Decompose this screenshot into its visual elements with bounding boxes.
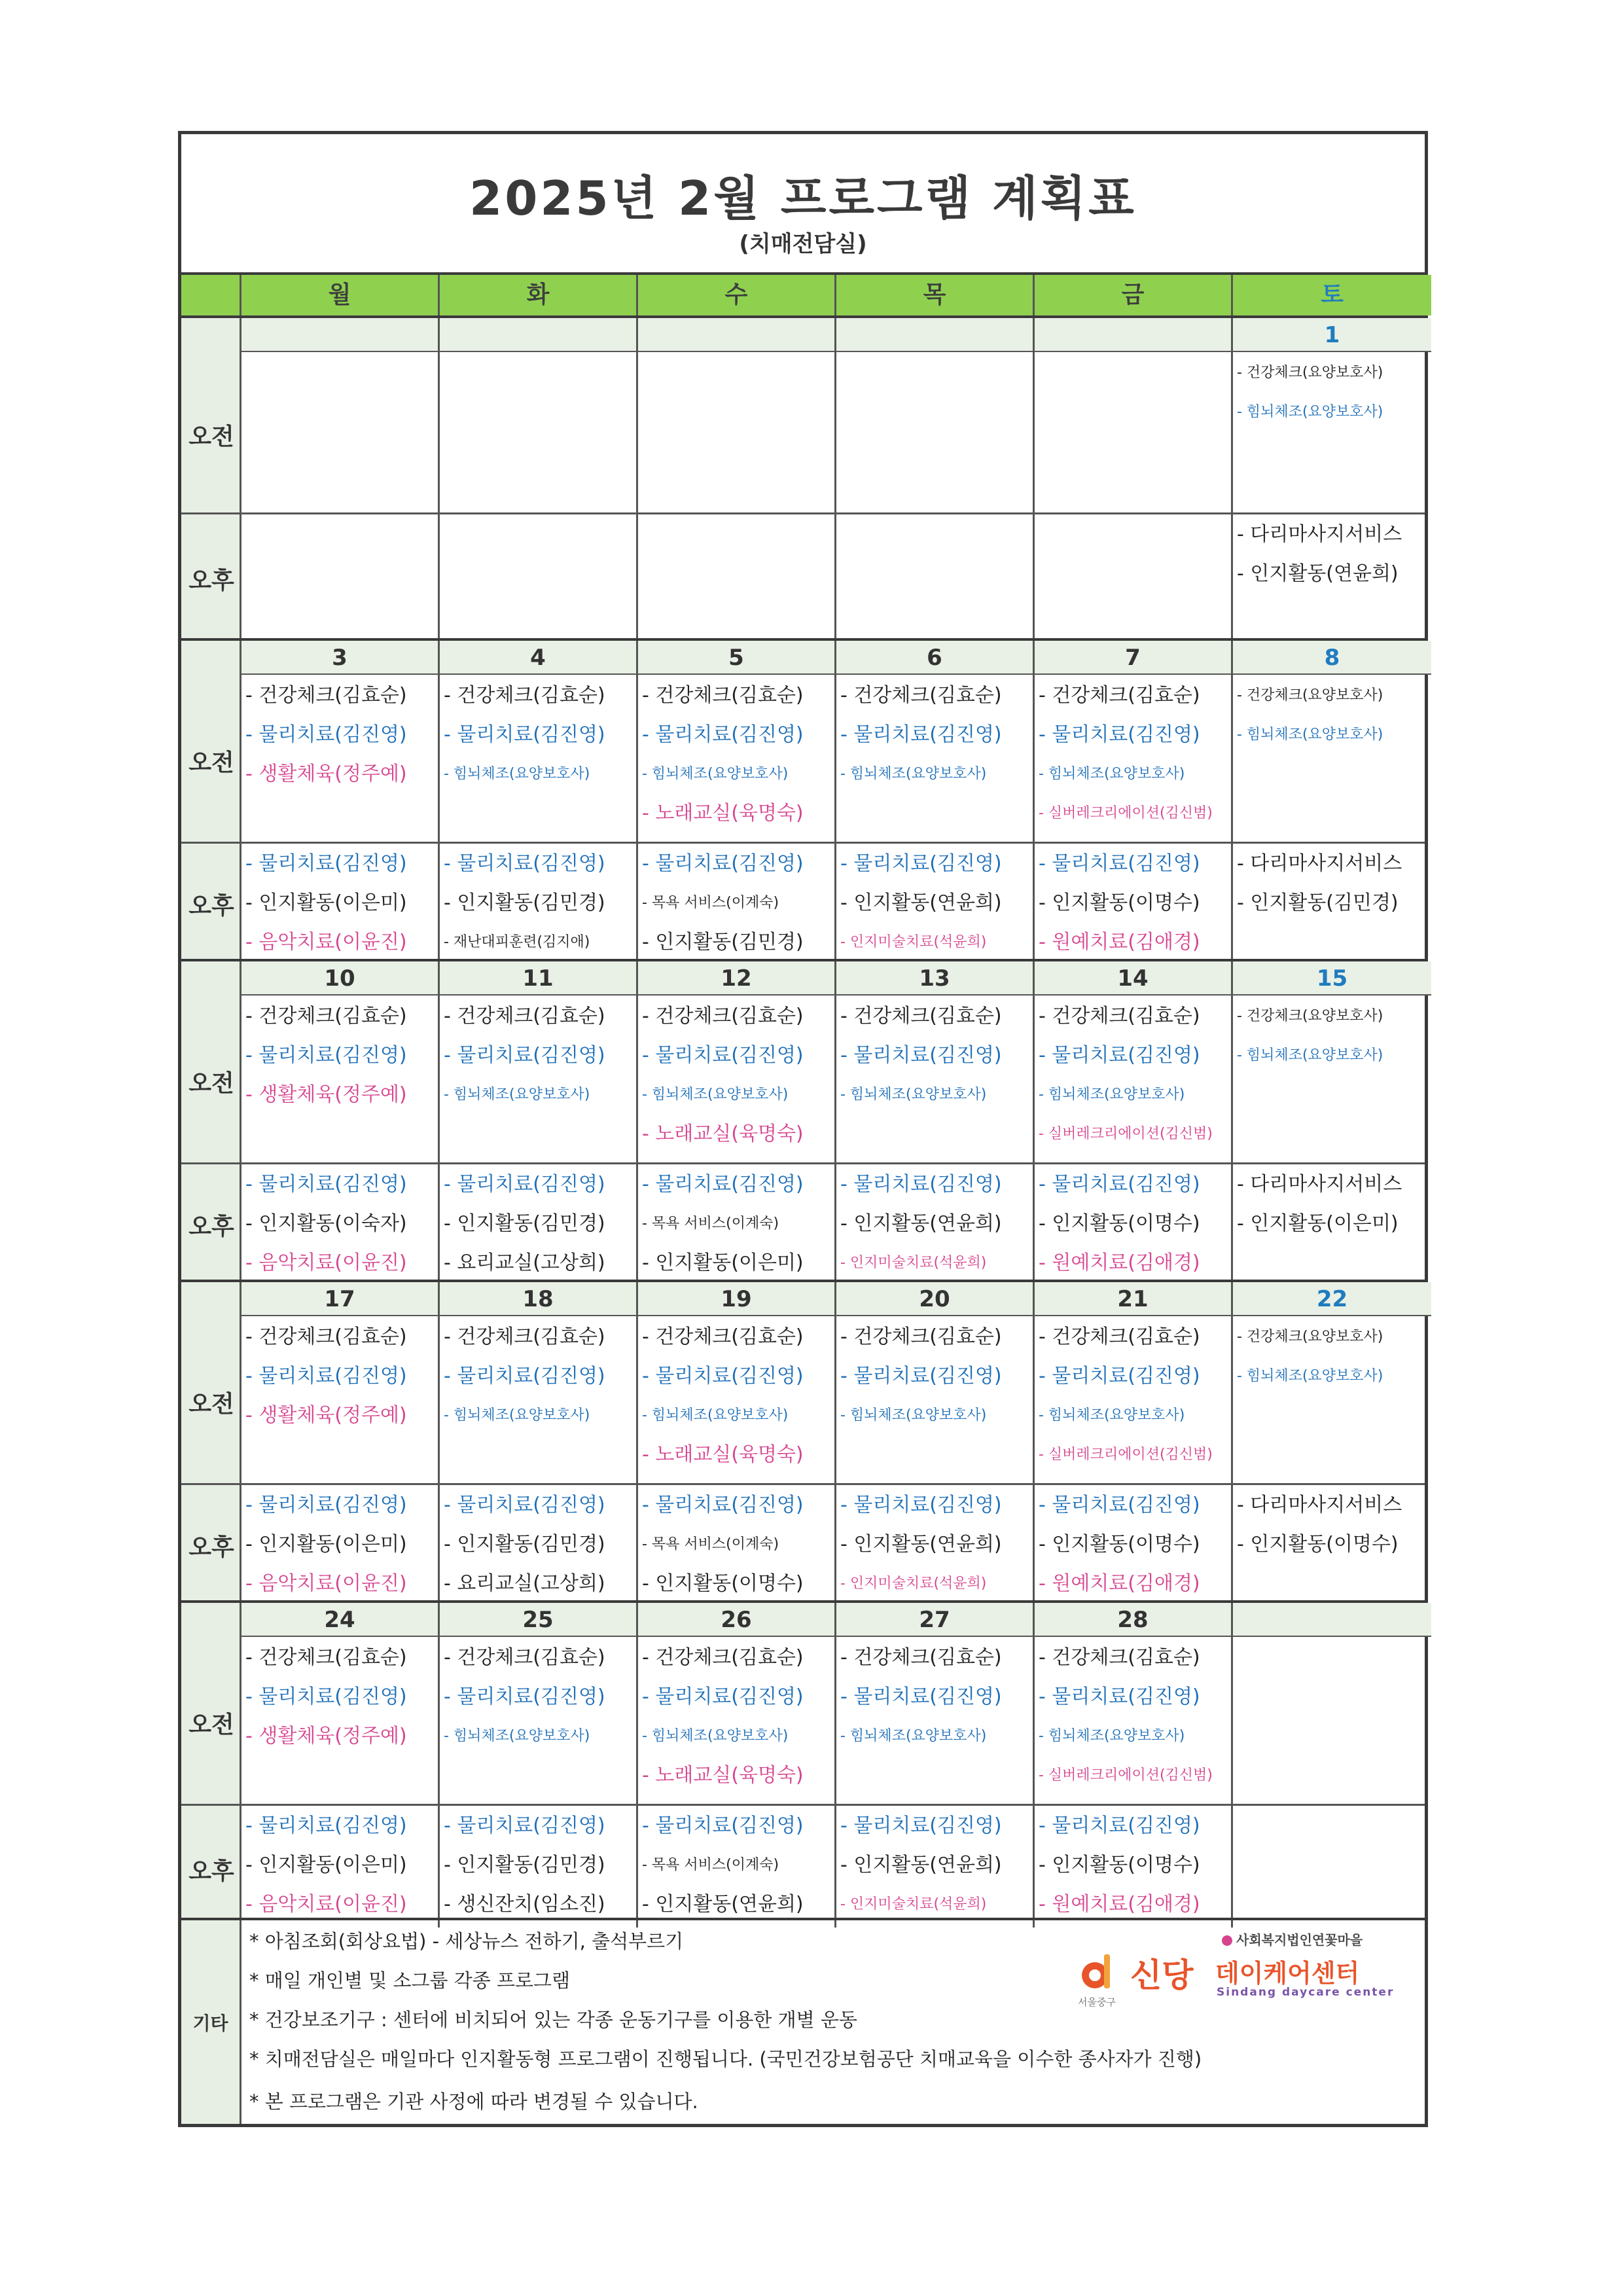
program-item: - 다리마사지서비스 [1237, 1494, 1402, 1516]
program-item: - 인지활동(이은미) [245, 1854, 407, 1876]
schedule-sheet [178, 131, 1428, 2127]
pm-cell-sat [1233, 515, 1431, 594]
program-item: - 물리치료(김진영) [444, 1814, 605, 1837]
pm-cell-thu [836, 1165, 1035, 1283]
program-item: - 물리치료(김진영) [840, 1494, 1002, 1516]
date-cell-tue [440, 318, 638, 352]
am-cell-tue [440, 676, 638, 794]
program-item: - 힘뇌체조(요양보호사) [840, 1086, 987, 1103]
program-item: - 음악치료(이윤진) [245, 1251, 407, 1274]
program-item: - 건강체크(김효순) [642, 1325, 804, 1348]
weekday-header-wed: 수 [638, 275, 836, 315]
program-item: - 건강체크(김효순) [1039, 684, 1200, 707]
title-box [181, 134, 1425, 275]
program-item: - 목욕 서비스(이계숙) [642, 895, 779, 911]
pm-cell-fri [1035, 1486, 1233, 1604]
program-item: - 힘뇌체조(요양보호사) [840, 1407, 987, 1424]
program-item: - 물리치료(김진영) [1039, 1365, 1200, 1388]
program-item: - 실버레크리에이션(김신범) [1039, 1126, 1213, 1142]
program-item: - 음악치료(이윤진) [245, 1572, 407, 1595]
program-item: - 인지활동(이명수) [642, 1572, 804, 1595]
date-cell-wed [638, 318, 836, 352]
logo-region: 서울중구 [1078, 1996, 1116, 2008]
am-cell-thu [836, 1638, 1035, 1756]
program-item: - 요리교실(고상희) [444, 1572, 605, 1595]
weekday-header-row [181, 275, 1425, 315]
am-label: 오전 [188, 1069, 234, 1097]
program-item: - 물리치료(김진영) [444, 723, 605, 746]
program-item: - 인지활동(이명수) [1039, 1533, 1200, 1556]
program-item: - 노래교실(육명숙) [642, 802, 804, 825]
pm-cell-wed [638, 1806, 836, 1924]
program-item: - 목욕 서비스(이계숙) [642, 1857, 779, 1873]
am-cell-mon [241, 1318, 440, 1435]
logo-org-text: 사회복지법인연꽃마을 [1236, 1932, 1363, 1948]
program-item: - 물리치료(김진영) [444, 1685, 605, 1708]
date-cell-thu: 13 [836, 961, 1035, 996]
program-item: - 힘뇌체조(요양보호사) [840, 766, 987, 782]
logo-org-name [1222, 1929, 1363, 1948]
date-cell-mon: 3 [241, 641, 440, 675]
program-item: - 건강체크(김효순) [840, 1325, 1002, 1348]
pm-cell-wed [638, 1486, 836, 1604]
program-item: - 인지활동(김민경) [1237, 891, 1399, 914]
program-item: - 인지활동(연윤희) [840, 1533, 1002, 1556]
program-item: - 물리치료(김진영) [642, 1173, 804, 1196]
weekday-header-fri: 금 [1035, 275, 1233, 315]
week-row [181, 315, 1425, 638]
column-divider [834, 352, 836, 638]
program-item: - 실버레크리에이션(김신범) [1039, 1767, 1213, 1784]
am-cell-mon [241, 1638, 440, 1756]
program-item: - 물리치료(김진영) [1039, 1814, 1200, 1837]
date-cell-wed: 12 [638, 961, 836, 996]
pm-cell-tue [440, 1486, 638, 1604]
week-row [181, 638, 1425, 959]
program-item: - 인지활동(연윤희) [840, 1854, 1002, 1876]
date-cell-wed: 19 [638, 1282, 836, 1316]
logo-english-name: Sindang daycare center [1217, 1986, 1395, 1999]
program-item: - 물리치료(김진영) [840, 1814, 1002, 1837]
program-item: - 재난대피훈련(김지애) [444, 934, 590, 950]
program-item: - 물리치료(김진영) [642, 852, 804, 875]
am-pm-divider [181, 842, 1425, 844]
am-label: 오전 [188, 423, 234, 450]
program-item: - 인지활동(이명수) [1237, 1533, 1399, 1556]
date-cell-tue: 11 [440, 961, 638, 996]
note-item: * 매일 개인별 및 소그룹 각종 프로그램 [249, 1969, 571, 1992]
note-item: * 건강보조기구 : 센터에 비치되어 있는 각종 운동기구를 이용한 개별 운동 [249, 2009, 857, 2031]
program-item: - 인지활동(김민경) [444, 891, 605, 914]
pm-cell-thu [836, 1486, 1035, 1604]
am-label: 오전 [188, 1711, 234, 1738]
program-item: - 다리마사지서비스 [1237, 1173, 1402, 1196]
program-item: - 인지활동(이은미) [245, 891, 407, 914]
am-cell-sat [1233, 1318, 1431, 1396]
program-item: - 인지미술치료(석윤희) [840, 1896, 987, 1912]
pm-cell-wed [638, 844, 836, 962]
program-item: - 물리치료(김진영) [840, 1365, 1002, 1388]
program-item: - 인지활동(김민경) [444, 1212, 605, 1235]
program-item: - 물리치료(김진영) [840, 1044, 1002, 1067]
program-item: - 힘뇌체조(요양보호사) [642, 766, 789, 782]
program-item: - 건강체크(요양보호사) [1237, 1329, 1383, 1345]
am-cell-thu [836, 676, 1035, 794]
am-cell-fri [1035, 1638, 1233, 1795]
column-divider [636, 352, 638, 638]
notes-section [181, 1918, 1425, 2124]
column-divider [438, 352, 440, 638]
program-item: - 건강체크(김효순) [444, 684, 605, 707]
program-item: - 인지미술치료(석윤희) [840, 1255, 987, 1271]
program-item: - 물리치료(김진영) [444, 1494, 605, 1516]
program-item: - 건강체크(김효순) [1039, 1005, 1200, 1028]
date-cell-fri [1035, 318, 1233, 352]
program-item: - 물리치료(김진영) [840, 852, 1002, 875]
program-item: - 생신잔치(임소진) [444, 1893, 605, 1916]
header-corner [181, 275, 241, 315]
date-cell-mon: 17 [241, 1282, 440, 1316]
date-cell-tue: 25 [440, 1603, 638, 1637]
program-item: - 물리치료(김진영) [444, 1173, 605, 1196]
program-item: - 건강체크(김효순) [1039, 1325, 1200, 1348]
program-item: - 생활체육(정주예) [245, 1083, 407, 1106]
am-pm-divider [181, 1804, 1425, 1806]
date-cell-fri: 7 [1035, 641, 1233, 675]
program-item: - 원예치료(김애경) [1039, 931, 1200, 954]
program-item: - 힘뇌체조(요양보호사) [1237, 404, 1383, 420]
pm-cell-mon [241, 844, 440, 962]
pm-label: 오후 [188, 1857, 234, 1885]
am-cell-tue [440, 997, 638, 1115]
program-item: - 물리치료(김진영) [245, 1173, 407, 1196]
program-item: - 건강체크(김효순) [245, 1646, 407, 1669]
weekday-header-mon: 월 [241, 275, 440, 315]
am-label: 오전 [188, 749, 234, 776]
pm-cell-thu [836, 844, 1035, 962]
program-item: - 물리치료(김진영) [840, 723, 1002, 746]
am-label: 오전 [188, 1390, 234, 1418]
program-item: - 물리치료(김진영) [245, 1685, 407, 1708]
am-pm-divider [181, 512, 1425, 514]
weekday-header-thu: 목 [836, 275, 1035, 315]
program-item: - 건강체크(김효순) [444, 1005, 605, 1028]
pm-cell-tue [440, 1165, 638, 1283]
center-logo [1065, 1929, 1418, 2008]
pm-cell-mon [241, 1165, 440, 1283]
program-item: - 건강체크(김효순) [444, 1325, 605, 1348]
pm-cell-tue [440, 844, 638, 962]
program-item: - 인지활동(연윤희) [1237, 562, 1399, 585]
note-item: * 치매전담실은 매일마다 인지활동형 프로그램이 진행됩니다. (국민건강보험공단 치매교육을 이수한 종사자가 진행) [249, 2048, 1202, 2070]
program-item: - 건강체크(김효순) [245, 684, 407, 707]
program-item: - 힘뇌체조(요양보호사) [444, 766, 590, 782]
program-item: - 건강체크(김효순) [840, 1646, 1002, 1669]
program-item: - 힘뇌체조(요양보호사) [1237, 1047, 1383, 1064]
program-item: - 힘뇌체조(요양보호사) [642, 1407, 789, 1424]
notes-label: 기타 [181, 1920, 241, 2124]
am-cell-mon [241, 676, 440, 794]
program-item: - 생활체육(정주예) [245, 1725, 407, 1748]
program-item: - 물리치료(김진영) [1039, 1685, 1200, 1708]
program-item: - 힘뇌체조(요양보호사) [1039, 1728, 1185, 1744]
program-item: - 물리치료(김진영) [642, 1814, 804, 1837]
program-item: - 건강체크(김효순) [642, 1646, 804, 1669]
week-row [181, 1280, 1425, 1600]
am-cell-fri [1035, 676, 1233, 833]
week-row [181, 1600, 1425, 1928]
program-item: - 인지활동(연윤희) [642, 1893, 804, 1916]
am-cell-thu [836, 1318, 1035, 1435]
pm-label: 오후 [188, 892, 234, 920]
am-cell-thu [836, 997, 1035, 1115]
program-item: - 물리치료(김진영) [1039, 1044, 1200, 1067]
am-pm-divider [181, 1162, 1425, 1164]
program-item: - 인지활동(이명수) [1039, 891, 1200, 914]
pm-label: 오후 [188, 1534, 234, 1561]
program-item: - 힘뇌체조(요양보호사) [1237, 726, 1383, 743]
pm-cell-fri [1035, 844, 1233, 962]
am-cell-fri [1035, 1318, 1233, 1475]
program-item: - 물리치료(김진영) [1039, 852, 1200, 875]
program-item: - 물리치료(김진영) [245, 852, 407, 875]
program-item: - 인지활동(이은미) [1237, 1212, 1399, 1235]
program-item: - 물리치료(김진영) [444, 1365, 605, 1388]
pm-cell-tue [440, 1806, 638, 1924]
date-cell-thu [836, 318, 1035, 352]
program-item: - 물리치료(김진영) [245, 1365, 407, 1388]
program-item: - 인지활동(연윤희) [840, 1212, 1002, 1235]
pm-cell-sat [1233, 1486, 1431, 1564]
date-cell-mon: 10 [241, 961, 440, 996]
program-item: - 건강체크(김효순) [444, 1646, 605, 1669]
program-item: - 건강체크(김효순) [642, 1005, 804, 1028]
program-item: - 건강체크(김효순) [245, 1325, 407, 1348]
program-item: - 건강체크(요양보호사) [1237, 365, 1383, 381]
program-item: - 목욕 서비스(이계숙) [642, 1215, 779, 1232]
date-cell-sat: 15 [1233, 961, 1431, 996]
am-cell-wed [638, 676, 836, 833]
am-cell-sat [1233, 676, 1431, 755]
program-item: - 인지활동(김민경) [642, 931, 804, 954]
program-item: - 다리마사지서비스 [1237, 523, 1402, 546]
program-item: - 건강체크(요양보호사) [1237, 1008, 1383, 1024]
program-item: - 물리치료(김진영) [1039, 1494, 1200, 1516]
pm-cell-sat [1233, 1165, 1431, 1244]
week-row [181, 959, 1425, 1280]
program-item: - 힘뇌체조(요양보호사) [1039, 1407, 1185, 1424]
date-cell-fri: 28 [1035, 1603, 1233, 1637]
program-item: - 건강체크(김효순) [840, 1005, 1002, 1028]
program-item: - 물리치료(김진영) [642, 1044, 804, 1067]
logo-mark-icon [1078, 1952, 1118, 1992]
date-cell-thu: 27 [836, 1603, 1035, 1637]
program-item: - 물리치료(김진영) [840, 1173, 1002, 1196]
logo-center-name: 데이케어센터 [1215, 1959, 1360, 1988]
program-item: - 인지활동(이명수) [1039, 1212, 1200, 1235]
logo-name: 신당 [1130, 1956, 1194, 1994]
program-item: - 인지활동(이숙자) [245, 1212, 407, 1235]
program-item: - 물리치료(김진영) [642, 1494, 804, 1516]
program-item: - 건강체크(요양보호사) [1237, 687, 1383, 704]
program-item: - 건강체크(김효순) [840, 684, 1002, 707]
note-item: * 아침조회(회상요법) - 세상뉴스 전하기, 출석부르기 [249, 1930, 684, 1952]
program-item: - 요리교실(고상희) [444, 1251, 605, 1274]
program-item: - 물리치료(김진영) [245, 1494, 407, 1516]
date-cell-sat: 1 [1233, 318, 1431, 352]
program-item: - 실버레크리에이션(김신범) [1039, 1446, 1213, 1463]
program-item: - 음악치료(이윤진) [245, 1893, 407, 1916]
program-item: - 힘뇌체조(요양보호사) [642, 1728, 789, 1744]
program-item: - 물리치료(김진영) [642, 1365, 804, 1388]
program-item: - 물리치료(김진영) [642, 723, 804, 746]
note-item: * 본 프로그램은 기관 사정에 따라 변경될 수 있습니다. [249, 2090, 698, 2113]
program-item: - 물리치료(김진영) [444, 852, 605, 875]
am-cell-sat [1233, 353, 1431, 432]
program-item: - 실버레크리에이션(김신범) [1039, 805, 1213, 821]
program-item: - 노래교실(육명숙) [642, 1764, 804, 1787]
program-item: - 인지활동(이은미) [642, 1251, 804, 1274]
program-item: - 인지활동(이명수) [1039, 1854, 1200, 1876]
am-pm-divider [181, 1483, 1425, 1485]
program-item: - 물리치료(김진영) [1039, 723, 1200, 746]
program-item: - 건강체크(김효순) [1039, 1646, 1200, 1669]
program-item: - 인지미술치료(석윤희) [840, 1575, 987, 1592]
am-cell-wed [638, 1318, 836, 1475]
program-item: - 물리치료(김진영) [642, 1685, 804, 1708]
column-divider [1033, 352, 1035, 638]
program-item: - 힘뇌체조(요양보호사) [444, 1728, 590, 1744]
program-item: - 노래교실(육명숙) [642, 1122, 804, 1145]
program-item: - 원예치료(김애경) [1039, 1251, 1200, 1274]
date-cell-thu: 20 [836, 1282, 1035, 1316]
pm-cell-mon [241, 1486, 440, 1604]
pm-cell-sat [1233, 844, 1431, 923]
am-cell-tue [440, 1318, 638, 1435]
date-cell-mon [241, 318, 440, 352]
am-cell-fri [1035, 997, 1233, 1154]
program-item: - 물리치료(김진영) [840, 1685, 1002, 1708]
weekday-header-sat: 토 [1233, 275, 1431, 315]
pm-cell-wed [638, 1165, 836, 1283]
lotus-icon [1222, 1935, 1232, 1946]
program-item: - 힘뇌체조(요양보호사) [444, 1407, 590, 1424]
date-cell-sat: 8 [1233, 641, 1431, 675]
pm-cell-fri [1035, 1806, 1233, 1924]
program-item: - 인지활동(김민경) [444, 1854, 605, 1876]
program-item: - 다리마사지서비스 [1237, 852, 1402, 875]
am-cell-sat [1233, 997, 1431, 1075]
program-item: - 물리치료(김진영) [245, 723, 407, 746]
calendar-grid [181, 275, 1425, 1924]
program-item: - 물리치료(김진영) [444, 1044, 605, 1067]
program-item: - 생활체육(정주예) [245, 762, 407, 785]
date-cell-thu: 6 [836, 641, 1035, 675]
program-item: - 힘뇌체조(요양보호사) [444, 1086, 590, 1103]
program-item: - 물리치료(김진영) [245, 1814, 407, 1837]
program-item: - 음악치료(이윤진) [245, 931, 407, 954]
date-cell-tue: 18 [440, 1282, 638, 1316]
program-item: - 원예치료(김애경) [1039, 1572, 1200, 1595]
program-item: - 원예치료(김애경) [1039, 1893, 1200, 1916]
date-cell-sat: 22 [1233, 1282, 1431, 1316]
program-item: - 건강체크(김효순) [642, 684, 804, 707]
program-item: - 노래교실(육명숙) [642, 1443, 804, 1466]
date-cell-mon: 24 [241, 1603, 440, 1637]
pm-cell-mon [241, 1806, 440, 1924]
program-item: - 인지활동(연윤희) [840, 891, 1002, 914]
page-title: 2025년 2월 프로그램 계획표 [469, 171, 1137, 226]
weekday-header-tue: 화 [440, 275, 638, 315]
program-item: - 힘뇌체조(요양보호사) [840, 1728, 987, 1744]
date-cell-wed: 5 [638, 641, 836, 675]
program-item: - 힘뇌체조(요양보호사) [1039, 766, 1185, 782]
date-cell-fri: 14 [1035, 961, 1233, 996]
date-cell-sat [1233, 1603, 1431, 1637]
program-item: - 인지활동(이은미) [245, 1533, 407, 1556]
pm-cell-fri [1035, 1165, 1233, 1283]
am-cell-tue [440, 1638, 638, 1756]
pm-label: 오후 [188, 567, 234, 594]
pm-cell-thu [836, 1806, 1035, 1924]
am-cell-wed [638, 1638, 836, 1795]
pm-label: 오후 [188, 1213, 234, 1240]
program-item: - 힘뇌체조(요양보호사) [1237, 1368, 1383, 1384]
program-item: - 물리치료(김진영) [245, 1044, 407, 1067]
page-subtitle: (치매전담실) [739, 231, 867, 257]
program-item: - 생활체육(정주예) [245, 1404, 407, 1427]
program-item: - 목욕 서비스(이계숙) [642, 1536, 779, 1552]
program-item: - 인지미술치료(석윤희) [840, 934, 987, 950]
date-cell-fri: 21 [1035, 1282, 1233, 1316]
program-item: - 힘뇌체조(요양보호사) [1039, 1086, 1185, 1103]
program-item: - 물리치료(김진영) [1039, 1173, 1200, 1196]
date-cell-wed: 26 [638, 1603, 836, 1637]
program-item: - 인지활동(김민경) [444, 1533, 605, 1556]
date-cell-tue: 4 [440, 641, 638, 675]
program-item: - 건강체크(김효순) [245, 1005, 407, 1028]
am-cell-wed [638, 997, 836, 1154]
program-item: - 힘뇌체조(요양보호사) [642, 1086, 789, 1103]
am-cell-mon [241, 997, 440, 1115]
